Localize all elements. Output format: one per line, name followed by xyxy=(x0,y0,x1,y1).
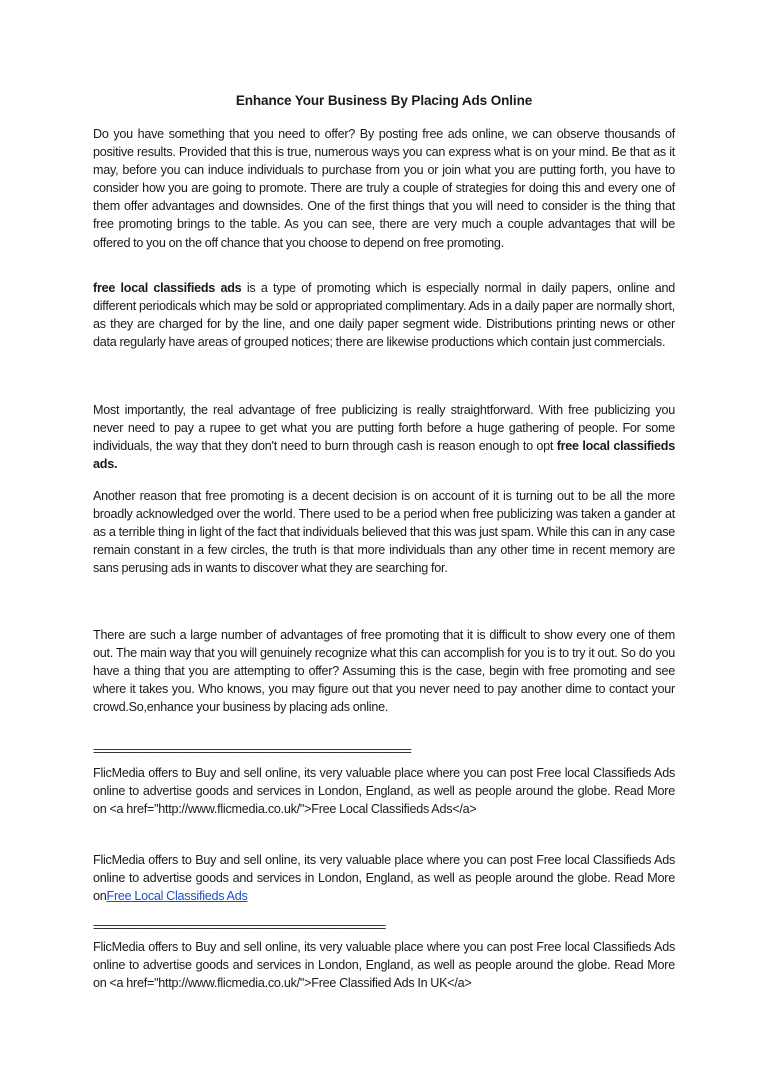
keyword-bold: free local classifieds ads xyxy=(93,281,242,295)
ad-block-1: FlicMedia offers to Buy and sell online, its very valuable place where you can post Free local Classifieds Ads online to advertise goods and services in London, England, as well as people around the globe. Read More on <a href="http://www.flicmedia.co.uk/">Free Local Classifieds Ads</a> xyxy=(93,766,675,817)
separator-line: ============================================================== xyxy=(93,746,411,758)
paragraph-intro: Do you have something that you need to offer? By posting free ads online, we can observe thousands of positive results. Provided that this is true, numerous ways you can express what is on your mind. Be that as it may, before you can induce individuals to purchase from you or join what you are putting forth, you have to consider how you are going to promote. There are truly a couple of strategies for doing this and every one of them offer advantages and downsides. One of the first things that you will need to consider is the thing that free promoting brings to the table. As you can see, there are very much a couple advantages that will be offered to you on the off chance that you choose to depend on free promoting. xyxy=(93,127,675,250)
paragraph-classifieds xyxy=(93,279,675,351)
paragraph-advantage xyxy=(93,401,675,473)
paragraph-advantage-text: Most importantly, the real advantage of free publicizing is really straightforward. With free publicizing you never need to pay a rupee to get what you are putting forth before a huge gathering of people. For some individuals, the way that they don't need to burn through cash is reason enough to opt xyxy=(93,403,675,454)
ad-block-2-text: FlicMedia offers to Buy and sell online, its very valuable place where you can post Free local Classifieds Ads online to advertise goods and services in London, England, as well as people around the globe. Read More on xyxy=(93,853,675,904)
ad-block-2 xyxy=(93,851,675,905)
ad-block-3: FlicMedia offers to Buy and sell online, its very valuable place where you can post Free local Classifieds Ads online to advertise goods and services in London, England, as well as people around the globe. Read More on <a href="http://www.flicmedia.co.uk/">Free Classified Ads In UK</a> xyxy=(93,940,675,991)
paragraph-conclusion: There are such a large number of advantages of free promoting that it is difficult to show every one of them out. The main way that you will genuinely recognize what this can accomplish for you is to try it out. So do you have a thing that you are attempting to offer? Assuming this is the case, begin with free promoting and see where it takes you. Who knows, you may figure out that you never need to pay another dime to contact your crowd.So,enhance your business by placing ads online. xyxy=(93,628,675,715)
paragraph-reason: Another reason that free promoting is a decent decision is on account of it is turning out to be all the more broadly acknowledged over the world. There used to be a period when free publicizing was taken a gander at as a terrible thing in light of the fact that individuals believed that this was just spam. While this can in any case remain constant in a few circles, the truth is that more individuals than any other time in recent memory are sans perusing ads in wants to discover what they are searching for. xyxy=(93,489,675,576)
paragraph-classifieds-text: is a type of promoting which is especially normal in daily papers, online and different periodicals which may be sold or appropriated complimentary. Ads in a daily paper are normally short, as they are charged for by the line, and one daily paper segment wide. Distributions printing news or other data regularly have areas of grouped notices; there are likewise productions which contain just commercials. xyxy=(93,281,675,350)
keyword-bold: free local classifieds ads. xyxy=(93,439,675,472)
page-title: Enhance Your Business By Placing Ads Online xyxy=(235,93,533,108)
free-local-classifieds-link[interactable]: Free Local Classifieds Ads xyxy=(106,889,248,904)
separator-line: ========================================================= xyxy=(93,922,385,934)
